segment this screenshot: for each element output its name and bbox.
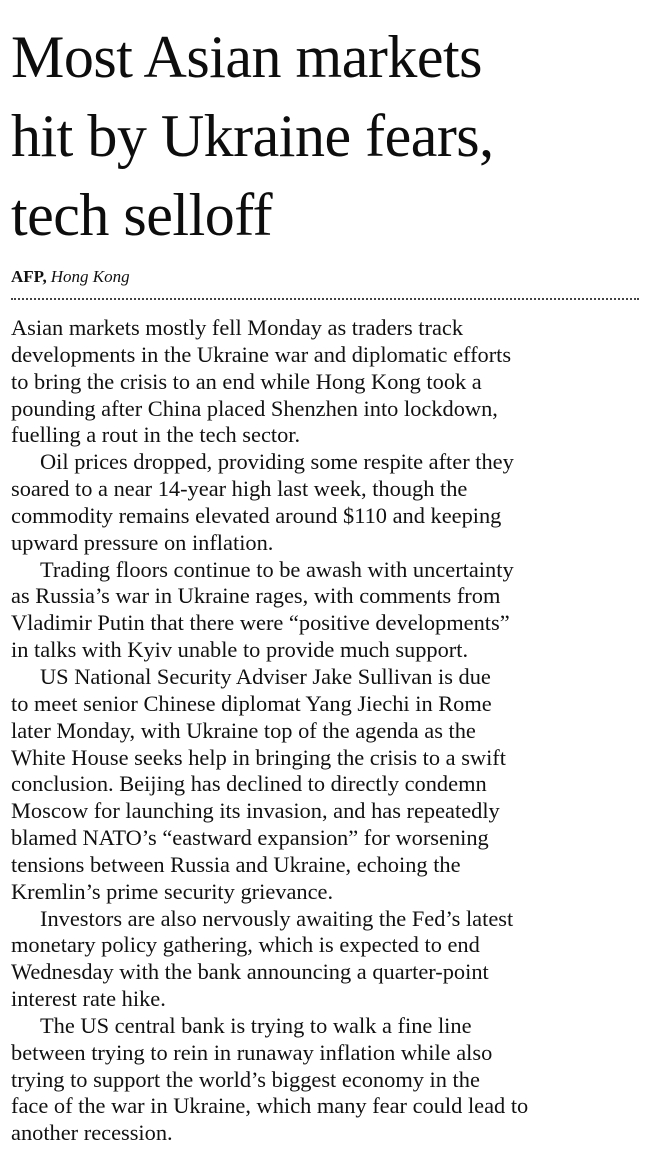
text-line: Trading floors continue to be awash with uncertainty — [40, 556, 514, 582]
text-line: another recession. — [11, 1120, 173, 1146]
text-line: fuelling a rout in the tech sector. — [11, 422, 301, 448]
text-line: monetary policy gathering, which is expected to end — [11, 932, 480, 958]
text-line: blamed NATO’s “eastward expansion” for worsening — [11, 825, 489, 851]
text-line: trying to support the world’s biggest economy in the — [11, 1066, 480, 1092]
text-line: between trying to rein in runaway inflation while also — [11, 1039, 493, 1065]
text-line: face of the war in Ukraine, which many fear could lead to — [11, 1093, 529, 1119]
text-line: Oil prices dropped, providing some respite after they — [40, 449, 514, 475]
text-line: White House seeks help in bringing the crisis to a swift — [11, 744, 506, 770]
text-line: to bring the crisis to an end while Hong Kong took a — [11, 368, 482, 394]
text-line: Kremlin’s prime security grievance. — [11, 878, 334, 904]
text-line: developments in the Ukraine war and diplomatic efforts — [11, 341, 512, 367]
byline-agency: AFP, — [11, 267, 47, 286]
text-line: US National Security Adviser Jake Sullivan is due — [40, 663, 491, 689]
paragraph — [11, 906, 641, 1013]
text-line: commodity remains elevated around $110 and keeping — [11, 502, 502, 528]
text-line: to meet senior Chinese diplomat Yang Jiechi in Rome — [11, 690, 492, 716]
text-line: The US central bank is trying to walk a fine line — [40, 1012, 472, 1038]
dotted-divider — [11, 298, 639, 300]
headline-line: tech selloff — [11, 182, 273, 248]
article-body — [11, 315, 641, 1147]
text-line: conclusion. Beijing has declined to directly condemn — [11, 771, 487, 797]
byline — [11, 267, 641, 287]
text-line: Vladimir Putin that there were “positive developments” — [11, 610, 510, 636]
paragraph — [11, 449, 641, 556]
headline-line: Most Asian markets — [11, 24, 482, 90]
paragraph — [11, 1013, 641, 1147]
paragraph — [11, 557, 641, 664]
paragraph — [11, 315, 641, 449]
text-line: upward pressure on inflation. — [11, 529, 274, 555]
text-line: soared to a near 14-year high last week, though the — [11, 476, 468, 502]
text-line: Investors are also nervously awaiting the Fed’s latest — [40, 905, 514, 931]
text-line: in talks with Kyiv unable to provide much support. — [11, 637, 469, 663]
text-line: later Monday, with Ukraine top of the agenda as the — [11, 717, 476, 743]
headline-line: hit by Ukraine fears, — [11, 103, 494, 169]
paragraph — [11, 664, 641, 906]
text-line: Moscow for launching its invasion, and has repeatedly — [11, 798, 500, 824]
text-line: interest rate hike. — [11, 986, 166, 1012]
byline-location: Hong Kong — [50, 267, 130, 286]
news-article — [11, 0, 641, 1147]
text-line: tensions between Russia and Ukraine, echoing the — [11, 851, 461, 877]
text-line: Asian markets mostly fell Monday as traders track — [11, 315, 464, 340]
text-line: Wednesday with the bank announcing a quarter-point — [11, 959, 489, 985]
text-line: as Russia’s war in Ukraine rages, with comments from — [11, 583, 501, 609]
text-line: pounding after China placed Shenzhen into lockdown, — [11, 395, 498, 421]
headline — [11, 0, 641, 255]
